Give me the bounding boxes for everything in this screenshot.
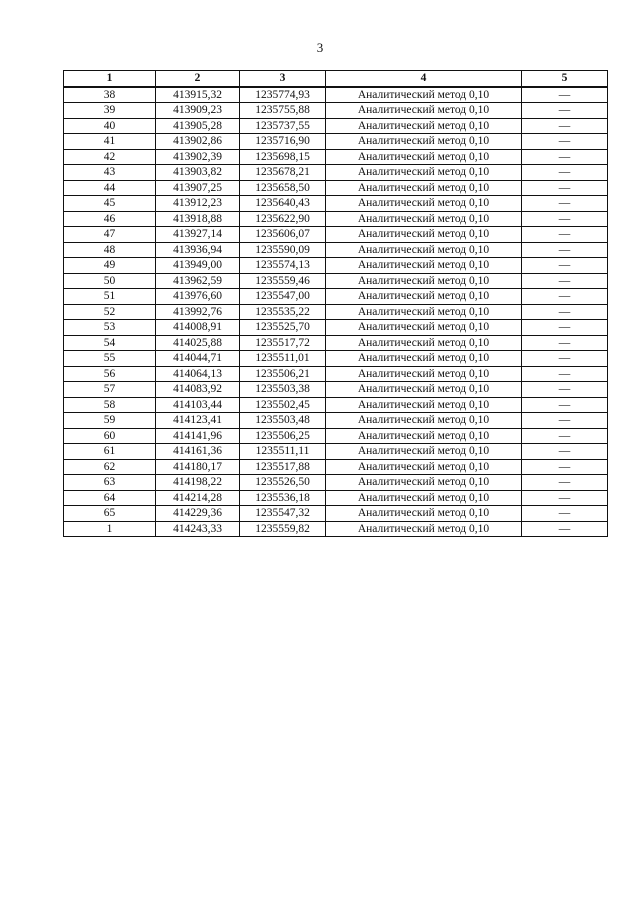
table-row — [64, 366, 608, 382]
table-row — [64, 459, 608, 475]
point-number-cell: 42 — [64, 149, 156, 165]
y-coordinate-cell: 1235536,18 — [240, 490, 326, 506]
x-coordinate-cell: 413903,82 — [156, 165, 240, 181]
x-coordinate-cell: 413905,28 — [156, 118, 240, 134]
y-coordinate-cell: 1235506,21 — [240, 366, 326, 382]
point-number-cell: 49 — [64, 258, 156, 274]
x-coordinate-cell: 414141,96 — [156, 428, 240, 444]
y-coordinate-cell: 1235526,50 — [240, 475, 326, 491]
point-number-cell: 39 — [64, 103, 156, 119]
note-cell: — — [522, 87, 608, 103]
method-cell: Аналитический метод 0,10 — [326, 103, 522, 119]
x-coordinate-cell: 413976,60 — [156, 289, 240, 305]
y-coordinate-cell: 1235737,55 — [240, 118, 326, 134]
x-coordinate-cell: 413912,23 — [156, 196, 240, 212]
table-row — [64, 134, 608, 150]
table-row — [64, 506, 608, 522]
y-coordinate-cell: 1235698,15 — [240, 149, 326, 165]
note-cell: — — [522, 428, 608, 444]
header-row — [64, 71, 608, 87]
method-cell: Аналитический метод 0,10 — [326, 366, 522, 382]
note-cell: — — [522, 196, 608, 212]
note-cell: — — [522, 413, 608, 429]
header-col-5: 5 — [522, 71, 608, 87]
x-coordinate-cell: 413915,32 — [156, 87, 240, 103]
point-number-cell: 1 — [64, 521, 156, 537]
point-number-cell: 47 — [64, 227, 156, 243]
table-row — [64, 118, 608, 134]
note-cell: — — [522, 320, 608, 336]
x-coordinate-cell: 414229,36 — [156, 506, 240, 522]
note-cell: — — [522, 397, 608, 413]
point-number-cell: 38 — [64, 87, 156, 103]
method-cell: Аналитический метод 0,10 — [326, 196, 522, 212]
x-coordinate-cell: 414198,22 — [156, 475, 240, 491]
y-coordinate-cell: 1235716,90 — [240, 134, 326, 150]
note-cell: — — [522, 304, 608, 320]
table-row — [64, 444, 608, 460]
x-coordinate-cell: 413909,23 — [156, 103, 240, 119]
table-row — [64, 521, 608, 537]
table-row — [64, 397, 608, 413]
y-coordinate-cell: 1235502,45 — [240, 397, 326, 413]
method-cell: Аналитический метод 0,10 — [326, 490, 522, 506]
method-cell: Аналитический метод 0,10 — [326, 397, 522, 413]
table-row — [64, 335, 608, 351]
x-coordinate-cell: 414161,36 — [156, 444, 240, 460]
x-coordinate-cell: 414083,92 — [156, 382, 240, 398]
table-body — [64, 87, 608, 537]
y-coordinate-cell: 1235511,11 — [240, 444, 326, 460]
method-cell: Аналитический метод 0,10 — [326, 227, 522, 243]
x-coordinate-cell: 414064,13 — [156, 366, 240, 382]
x-coordinate-cell: 414180,17 — [156, 459, 240, 475]
point-number-cell: 54 — [64, 335, 156, 351]
table-row — [64, 273, 608, 289]
y-coordinate-cell: 1235559,46 — [240, 273, 326, 289]
page-number: 3 — [316, 40, 324, 55]
table-row — [64, 196, 608, 212]
method-cell: Аналитический метод 0,10 — [326, 304, 522, 320]
point-number-cell: 41 — [64, 134, 156, 150]
point-number-cell: 56 — [64, 366, 156, 382]
point-number-cell: 43 — [64, 165, 156, 181]
y-coordinate-cell: 1235640,43 — [240, 196, 326, 212]
x-coordinate-cell: 414214,28 — [156, 490, 240, 506]
x-coordinate-cell: 413949,00 — [156, 258, 240, 274]
method-cell: Аналитический метод 0,10 — [326, 165, 522, 181]
x-coordinate-cell: 414123,41 — [156, 413, 240, 429]
y-coordinate-cell: 1235559,82 — [240, 521, 326, 537]
y-coordinate-cell: 1235658,50 — [240, 180, 326, 196]
y-coordinate-cell: 1235517,88 — [240, 459, 326, 475]
x-coordinate-cell: 413918,88 — [156, 211, 240, 227]
method-cell: Аналитический метод 0,10 — [326, 134, 522, 150]
table-header — [64, 71, 608, 87]
header-col-4: 4 — [326, 71, 522, 87]
y-coordinate-cell: 1235517,72 — [240, 335, 326, 351]
x-coordinate-cell: 414243,33 — [156, 521, 240, 537]
y-coordinate-cell: 1235503,48 — [240, 413, 326, 429]
method-cell: Аналитический метод 0,10 — [326, 506, 522, 522]
x-coordinate-cell: 414044,71 — [156, 351, 240, 367]
method-cell: Аналитический метод 0,10 — [326, 273, 522, 289]
method-cell: Аналитический метод 0,10 — [326, 521, 522, 537]
table-row — [64, 289, 608, 305]
x-coordinate-cell: 414103,44 — [156, 397, 240, 413]
y-coordinate-cell: 1235755,88 — [240, 103, 326, 119]
point-number-cell: 61 — [64, 444, 156, 460]
method-cell: Аналитический метод 0,10 — [326, 413, 522, 429]
y-coordinate-cell: 1235547,00 — [240, 289, 326, 305]
method-cell: Аналитический метод 0,10 — [326, 444, 522, 460]
x-coordinate-cell: 413902,39 — [156, 149, 240, 165]
header-col-1: 1 — [64, 71, 156, 87]
method-cell: Аналитический метод 0,10 — [326, 258, 522, 274]
table-row — [64, 428, 608, 444]
y-coordinate-cell: 1235511,01 — [240, 351, 326, 367]
note-cell: — — [522, 258, 608, 274]
method-cell: Аналитический метод 0,10 — [326, 459, 522, 475]
method-cell: Аналитический метод 0,10 — [326, 428, 522, 444]
note-cell: — — [522, 459, 608, 475]
y-coordinate-cell: 1235547,32 — [240, 506, 326, 522]
note-cell: — — [522, 289, 608, 305]
note-cell: — — [522, 490, 608, 506]
method-cell: Аналитический метод 0,10 — [326, 335, 522, 351]
note-cell: — — [522, 273, 608, 289]
y-coordinate-cell: 1235622,90 — [240, 211, 326, 227]
point-number-cell: 64 — [64, 490, 156, 506]
method-cell: Аналитический метод 0,10 — [326, 211, 522, 227]
y-coordinate-cell: 1235606,07 — [240, 227, 326, 243]
point-number-cell: 57 — [64, 382, 156, 398]
table-row — [64, 87, 608, 103]
note-cell: — — [522, 506, 608, 522]
note-cell: — — [522, 475, 608, 491]
method-cell: Аналитический метод 0,10 — [326, 242, 522, 258]
table-row — [64, 351, 608, 367]
y-coordinate-cell: 1235503,38 — [240, 382, 326, 398]
x-coordinate-cell: 413992,76 — [156, 304, 240, 320]
point-number-cell: 48 — [64, 242, 156, 258]
x-coordinate-cell: 413927,14 — [156, 227, 240, 243]
note-cell: — — [522, 180, 608, 196]
point-number-cell: 44 — [64, 180, 156, 196]
point-number-cell: 45 — [64, 196, 156, 212]
note-cell: — — [522, 335, 608, 351]
table-row — [64, 211, 608, 227]
header-col-3: 3 — [240, 71, 326, 87]
point-number-cell: 62 — [64, 459, 156, 475]
note-cell: — — [522, 165, 608, 181]
table-row — [64, 413, 608, 429]
note-cell: — — [522, 242, 608, 258]
point-number-cell: 58 — [64, 397, 156, 413]
note-cell: — — [522, 134, 608, 150]
table-row — [64, 227, 608, 243]
note-cell: — — [522, 351, 608, 367]
y-coordinate-cell: 1235574,13 — [240, 258, 326, 274]
y-coordinate-cell: 1235525,70 — [240, 320, 326, 336]
method-cell: Аналитический метод 0,10 — [326, 149, 522, 165]
table-row — [64, 490, 608, 506]
y-coordinate-cell: 1235678,21 — [240, 165, 326, 181]
y-coordinate-cell: 1235506,25 — [240, 428, 326, 444]
y-coordinate-cell: 1235774,93 — [240, 87, 326, 103]
coordinates-table — [63, 70, 608, 537]
note-cell: — — [522, 444, 608, 460]
point-number-cell: 40 — [64, 118, 156, 134]
method-cell: Аналитический метод 0,10 — [326, 118, 522, 134]
table-row — [64, 149, 608, 165]
point-number-cell: 63 — [64, 475, 156, 491]
point-number-cell: 53 — [64, 320, 156, 336]
method-cell: Аналитический метод 0,10 — [326, 180, 522, 196]
point-number-cell: 60 — [64, 428, 156, 444]
point-number-cell: 51 — [64, 289, 156, 305]
table-row — [64, 258, 608, 274]
x-coordinate-cell: 414008,91 — [156, 320, 240, 336]
note-cell: — — [522, 382, 608, 398]
x-coordinate-cell: 413936,94 — [156, 242, 240, 258]
x-coordinate-cell: 413962,59 — [156, 273, 240, 289]
point-number-cell: 50 — [64, 273, 156, 289]
method-cell: Аналитический метод 0,10 — [326, 87, 522, 103]
header-col-2: 2 — [156, 71, 240, 87]
table-row — [64, 320, 608, 336]
table-row — [64, 475, 608, 491]
note-cell: — — [522, 211, 608, 227]
point-number-cell: 59 — [64, 413, 156, 429]
note-cell: — — [522, 118, 608, 134]
table-row — [64, 242, 608, 258]
table-row — [64, 304, 608, 320]
note-cell: — — [522, 149, 608, 165]
table-row — [64, 180, 608, 196]
note-cell: — — [522, 103, 608, 119]
table-row — [64, 103, 608, 119]
note-cell: — — [522, 521, 608, 537]
table-row — [64, 382, 608, 398]
y-coordinate-cell: 1235535,22 — [240, 304, 326, 320]
y-coordinate-cell: 1235590,09 — [240, 242, 326, 258]
note-cell: — — [522, 366, 608, 382]
point-number-cell: 46 — [64, 211, 156, 227]
point-number-cell: 52 — [64, 304, 156, 320]
x-coordinate-cell: 414025,88 — [156, 335, 240, 351]
x-coordinate-cell: 413902,86 — [156, 134, 240, 150]
x-coordinate-cell: 413907,25 — [156, 180, 240, 196]
point-number-cell: 55 — [64, 351, 156, 367]
note-cell: — — [522, 227, 608, 243]
method-cell: Аналитический метод 0,10 — [326, 351, 522, 367]
point-number-cell: 65 — [64, 506, 156, 522]
method-cell: Аналитический метод 0,10 — [326, 320, 522, 336]
method-cell: Аналитический метод 0,10 — [326, 475, 522, 491]
table-row — [64, 165, 608, 181]
method-cell: Аналитический метод 0,10 — [326, 382, 522, 398]
method-cell: Аналитический метод 0,10 — [326, 289, 522, 305]
